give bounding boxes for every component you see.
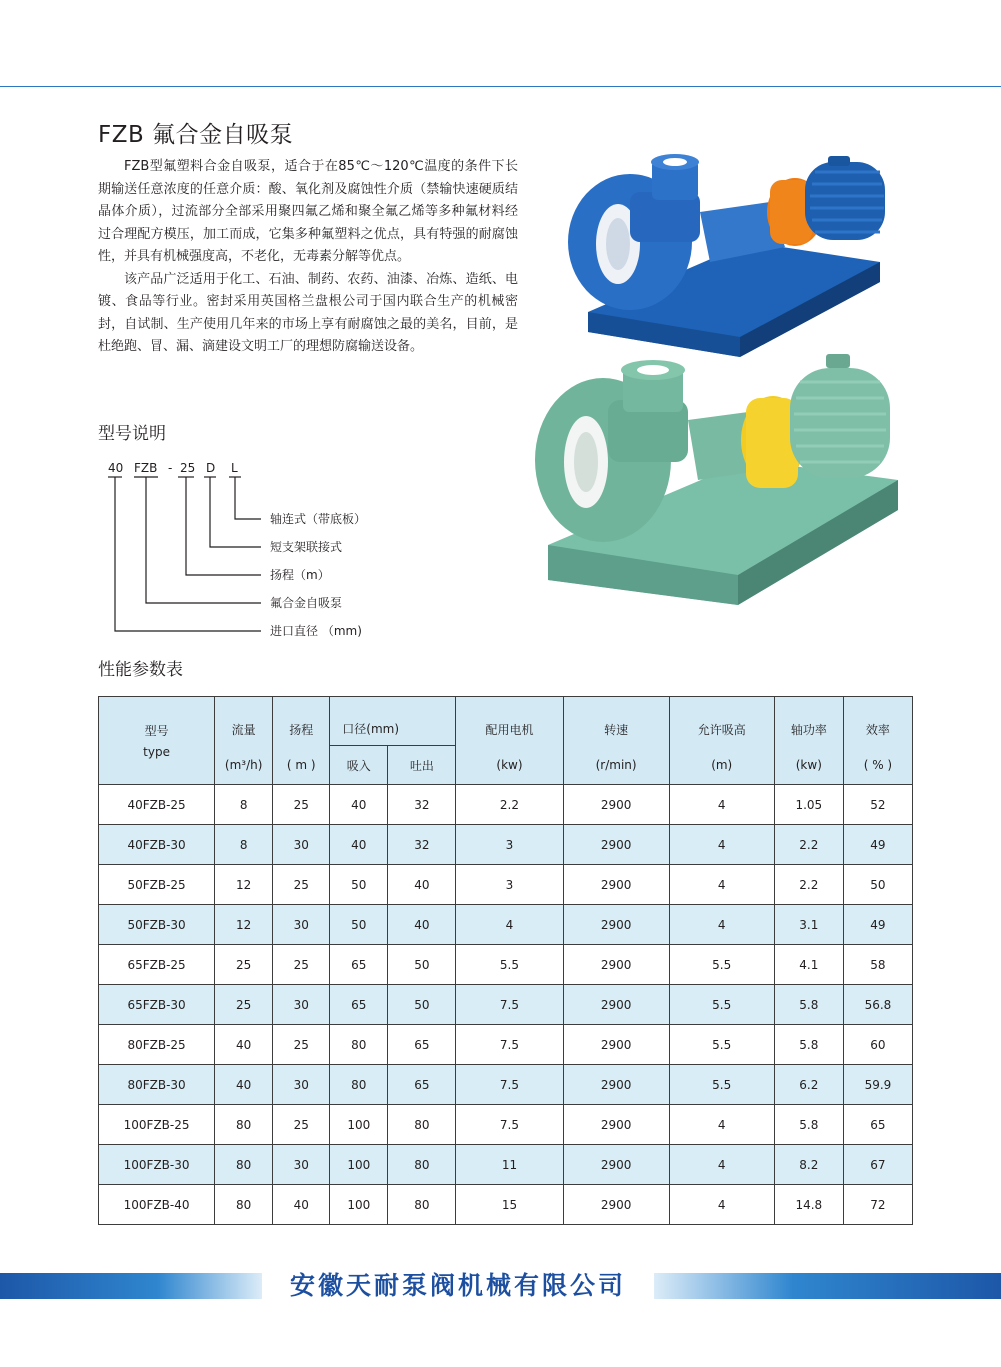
performance-table-body	[99, 785, 913, 1225]
cell: 50	[330, 865, 388, 905]
cell: 5.5	[669, 985, 774, 1025]
cell: 4	[669, 825, 774, 865]
table-row	[99, 905, 913, 945]
cell: 40	[273, 1185, 330, 1225]
cell: 2900	[563, 825, 669, 865]
cell: 80FZB-30	[99, 1065, 215, 1105]
code-dash: -	[168, 461, 173, 475]
cell: 72	[843, 1185, 912, 1225]
cell: 25	[273, 945, 330, 985]
intro-text	[98, 156, 518, 359]
cell: 80	[215, 1185, 273, 1225]
cell: 4.1	[774, 945, 843, 985]
cell: 25	[215, 985, 273, 1025]
cell: 4	[669, 785, 774, 825]
cell: 50	[388, 945, 456, 985]
legend-bracket: 短支架联接式	[270, 540, 343, 554]
col-unit-efficiency: ( % )	[843, 746, 912, 785]
cell: 52	[843, 785, 912, 825]
table-row	[99, 825, 913, 865]
col-unit-flow: (m³/h)	[215, 746, 273, 785]
cell: 40	[215, 1065, 273, 1105]
legend-head: 扬程（m）	[270, 568, 330, 582]
cell: 5.5	[669, 1025, 774, 1065]
cell: 80	[388, 1145, 456, 1185]
cell: 4	[669, 1145, 774, 1185]
col-header-speed: 转速	[563, 697, 669, 746]
cell: 56.8	[843, 985, 912, 1025]
cell: 12	[215, 905, 273, 945]
cell: 5.8	[774, 1025, 843, 1065]
cell: 2900	[563, 1105, 669, 1145]
cell: 12	[215, 865, 273, 905]
cell: 2.2	[456, 785, 563, 825]
col-header-flow: 流量	[215, 697, 273, 746]
cell: 60	[843, 1025, 912, 1065]
performance-table	[98, 696, 913, 1225]
cell: 80	[215, 1105, 273, 1145]
table-row	[99, 945, 913, 985]
intro-paragraph-2: 该产品广泛适用于化工、石油、制药、农药、油漆、冶炼、造纸、电镀、食品等行业。密封采用英国格兰盘根公司于国内联合生产的机械密封，自试制、生产使用几年来的市场上享有耐腐蚀之最的美名，目前，是杜绝跑、冒、漏、滴建设文明工厂的理想防腐输送设备。	[98, 271, 518, 354]
col-header-model-cn: 型号	[144, 724, 169, 738]
col-header-model-en: type	[143, 745, 170, 759]
footer-bar-left	[0, 1273, 262, 1299]
cell: 100FZB-25	[99, 1105, 215, 1145]
pump-image-blue	[560, 152, 900, 360]
cell: 30	[273, 825, 330, 865]
cell: 40	[215, 1025, 273, 1065]
cell: 25	[273, 1105, 330, 1145]
pump-image-green	[528, 340, 908, 620]
cell: 7.5	[456, 1105, 563, 1145]
cell: 80	[388, 1185, 456, 1225]
cell: 5.8	[774, 985, 843, 1025]
col-header-model	[99, 697, 215, 785]
table-row	[99, 1185, 913, 1225]
cell: 11	[456, 1145, 563, 1185]
cell: 5.5	[669, 1065, 774, 1105]
cell: 49	[843, 825, 912, 865]
table-row	[99, 785, 913, 825]
cell: 2.2	[774, 825, 843, 865]
cell: 8	[215, 785, 273, 825]
cell: 1.05	[774, 785, 843, 825]
table-row	[99, 1105, 913, 1145]
cell: 4	[669, 1105, 774, 1145]
col-header-inlet: 吸入	[330, 746, 388, 785]
col-header-head: 扬程	[273, 697, 330, 746]
col-unit-shaft-power: (kw)	[774, 746, 843, 785]
cell: 65FZB-30	[99, 985, 215, 1025]
table-row	[99, 1065, 913, 1105]
col-unit-motor: (kw)	[456, 746, 563, 785]
code-series: FZB	[134, 461, 158, 475]
cell: 30	[273, 1065, 330, 1105]
cell: 80	[330, 1065, 388, 1105]
cell: 2900	[563, 865, 669, 905]
cell: 58	[843, 945, 912, 985]
cell: 14.8	[774, 1185, 843, 1225]
cell: 32	[388, 825, 456, 865]
cell: 5.5	[669, 945, 774, 985]
cell: 40	[388, 905, 456, 945]
legend-series: 氟合金自吸泵	[270, 596, 343, 610]
legend-shaft: 轴连式（带底板）	[270, 512, 367, 526]
table-row	[99, 865, 913, 905]
cell: 2900	[563, 905, 669, 945]
cell: 30	[273, 905, 330, 945]
cell: 65	[330, 985, 388, 1025]
cell: 7.5	[456, 1065, 563, 1105]
cell: 65	[388, 1065, 456, 1105]
model-code-diagram	[98, 455, 418, 645]
col-unit-npsh: (m)	[669, 746, 774, 785]
cell: 4	[669, 1185, 774, 1225]
cell: 40FZB-30	[99, 825, 215, 865]
cell: 25	[273, 785, 330, 825]
cell: 65	[843, 1105, 912, 1145]
cell: 65	[330, 945, 388, 985]
cell: 4	[456, 905, 563, 945]
footer-bar-right	[654, 1273, 1001, 1299]
perf-section-heading: 性能参数表	[98, 660, 183, 680]
cell: 50	[330, 905, 388, 945]
cell: 49	[843, 905, 912, 945]
cell: 50FZB-30	[99, 905, 215, 945]
cell: 25	[273, 865, 330, 905]
cell: 7.5	[456, 1025, 563, 1065]
company-name: 安徽天耐泵阀机械有限公司	[289, 1271, 626, 1300]
cell: 100	[330, 1145, 388, 1185]
cell: 100	[330, 1185, 388, 1225]
cell: 40FZB-25	[99, 785, 215, 825]
legend-inlet: 进口直径 （mm)	[270, 624, 362, 638]
code-l: L	[231, 461, 238, 475]
page-title: FZB 氟合金自吸泵	[98, 122, 294, 148]
code-head: 25	[180, 461, 196, 475]
cell: 2900	[563, 985, 669, 1025]
cell: 2.2	[774, 865, 843, 905]
col-header-outlet: 吐出	[388, 746, 456, 785]
cell: 6.2	[774, 1065, 843, 1105]
col-header-caliber: 口径(mm)	[330, 697, 456, 746]
cell: 5.8	[774, 1105, 843, 1145]
col-header-motor: 配用电机	[456, 697, 563, 746]
cell: 50	[843, 865, 912, 905]
cell: 3.1	[774, 905, 843, 945]
cell: 2900	[563, 1185, 669, 1225]
cell: 8	[215, 825, 273, 865]
cell: 80	[388, 1105, 456, 1145]
cell: 40	[330, 785, 388, 825]
col-header-efficiency: 效率	[843, 697, 912, 746]
code-d: D	[206, 461, 216, 475]
model-section-heading: 型号说明	[98, 424, 166, 444]
col-unit-speed: (r/min)	[563, 746, 669, 785]
cell: 7.5	[456, 985, 563, 1025]
cell: 30	[273, 985, 330, 1025]
col-unit-head: ( m )	[273, 746, 330, 785]
cell: 100	[330, 1105, 388, 1145]
cell: 4	[669, 865, 774, 905]
cell: 30	[273, 1145, 330, 1185]
cell: 25	[215, 945, 273, 985]
cell: 65	[388, 1025, 456, 1065]
cell: 65FZB-25	[99, 945, 215, 985]
cell: 2900	[563, 785, 669, 825]
top-rule	[0, 86, 1001, 87]
cell: 2900	[563, 1145, 669, 1185]
cell: 8.2	[774, 1145, 843, 1185]
cell: 2900	[563, 1065, 669, 1105]
cell: 80	[330, 1025, 388, 1065]
cell: 32	[388, 785, 456, 825]
cell: 67	[843, 1145, 912, 1185]
cell: 100FZB-40	[99, 1185, 215, 1225]
cell: 50FZB-25	[99, 865, 215, 905]
col-header-shaft-power: 轴功率	[774, 697, 843, 746]
cell: 50	[388, 985, 456, 1025]
cell: 80FZB-25	[99, 1025, 215, 1065]
col-header-npsh: 允许吸高	[669, 697, 774, 746]
intro-paragraph-1: FZB型氟塑料合金自吸泵，适合于在85℃～120℃温度的条件下长期输送任意浓度的任意介质：酸、氧化剂及腐蚀性介质（禁输快速硬质结晶体介质），过流部分全部采用聚四氟乙烯和聚全氟乙烯等多种氟材料经过合理配方模压，加工而成，它集多种氟塑料之优点，具有特强的耐腐蚀性，并具有机械强度高，不老化，无毒素分解等优点。	[98, 159, 518, 264]
cell: 2900	[563, 1025, 669, 1065]
code-inlet: 40	[108, 461, 124, 475]
cell: 15	[456, 1185, 563, 1225]
cell: 5.5	[456, 945, 563, 985]
table-row	[99, 1025, 913, 1065]
cell: 100FZB-30	[99, 1145, 215, 1185]
footer-banner	[0, 1271, 1001, 1301]
cell: 2900	[563, 945, 669, 985]
table-row	[99, 1145, 913, 1185]
cell: 3	[456, 865, 563, 905]
cell: 59.9	[843, 1065, 912, 1105]
cell: 3	[456, 825, 563, 865]
cell: 40	[388, 865, 456, 905]
cell: 25	[273, 1025, 330, 1065]
cell: 80	[215, 1145, 273, 1185]
cell: 4	[669, 905, 774, 945]
table-row	[99, 985, 913, 1025]
cell: 40	[330, 825, 388, 865]
